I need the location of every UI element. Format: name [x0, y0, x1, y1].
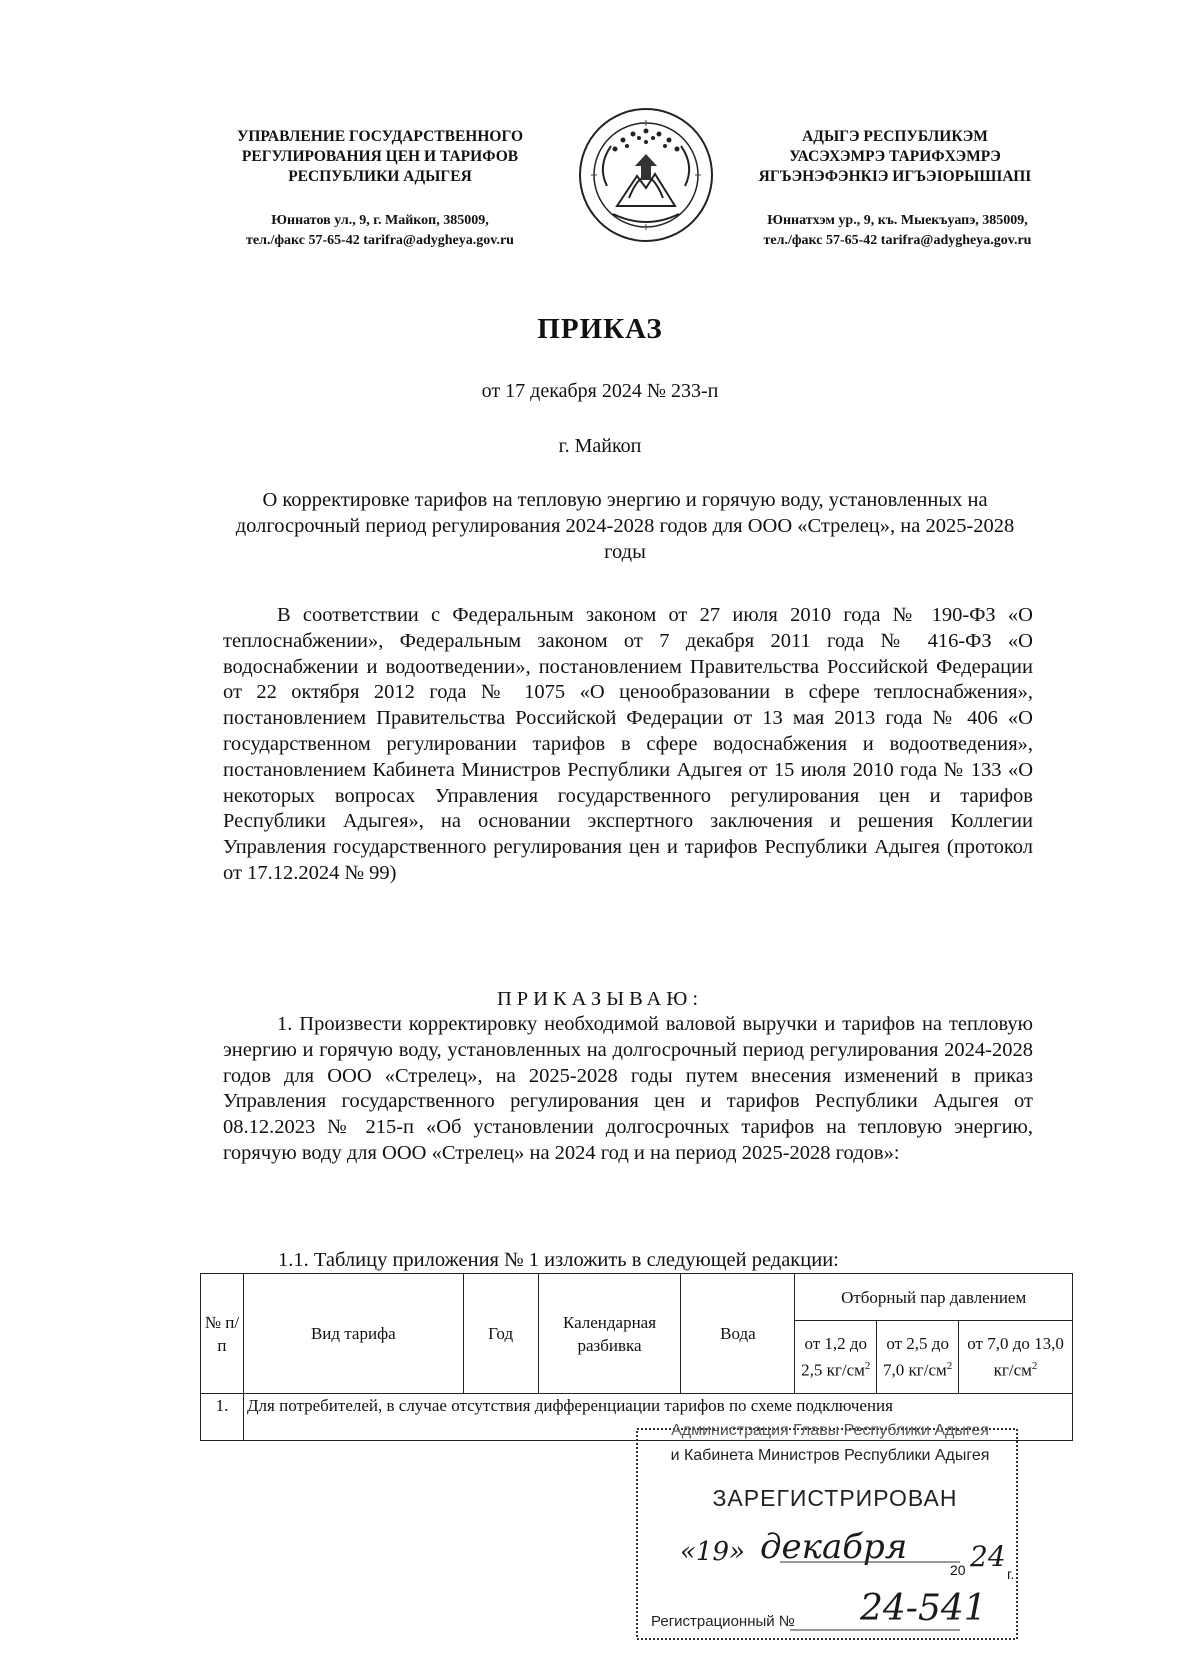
stamp-year-suffix: г. [1007, 1566, 1015, 1582]
adygea-coat-of-arms-icon [577, 106, 715, 244]
decree-heading: ПРИКАЗЫВАЮ: [496, 988, 704, 1010]
stamp-date-underline [780, 1560, 960, 1564]
col-header-year: Год [463, 1274, 538, 1394]
org-name-ru [200, 127, 560, 187]
col-header-water: Вода [681, 1274, 795, 1394]
org-line: РЕГУЛИРОВАНИЯ ЦЕН И ТАРИФОВ [241, 148, 519, 165]
stamp-registered: ЗАРЕГИСТРИРОВАН [712, 1485, 958, 1511]
org-line: РЕСПУБЛИКИ АДЫГЕЯ [288, 168, 472, 185]
col-header-steam-1: от 1,2 до 2,5 $кг/см^2$ [795, 1321, 877, 1394]
address-line: тел./факс 57-65-42 tarifra@adygheya.gov.ru [246, 233, 514, 248]
stamp-year: 24 [970, 1540, 1006, 1573]
order-date-number: от 17 декабря 2024 № 233-п [481, 380, 719, 402]
stamp-year-prefix: 20 [950, 1562, 966, 1578]
row-num: 1. [201, 1394, 244, 1441]
address-ru [200, 211, 560, 251]
legal-basis-paragraph: В соответствии с Федеральным законом от 27 июля 2010 года № 190-ФЗ «О теплоснабжении», Федеральным законом от 7 декабря 2011 года № 416-ФЗ «О водоснабжении и водоотведении», постановлением Правительства Российской Федерации от 22 октября 2012 года № 1075 «О ценообразовании в сфере теплоснабжения», постановлением Правительства Российской Федерации от 13 мая 2013 года № 406 «О государственном регулировании тарифов в сфере водоснабжения и водоотведения», постановлением Кабинета Министров Республики Адыгея от 15 июля 2010 года № 133 «О некоторых вопросах Управления государственного регулирования цен и тарифов Республики Адыгея», на основании экспертного заключения и решения Коллегии Управления государственного регулирования цен и тарифов Республики Адыгея (протокол от 17.12.2024 № 99) [223, 604, 1033, 884]
org-line: УАСЭХЭМРЭ ТАРИФХЭМРЭ [789, 148, 1001, 165]
stamp-regno-underline [790, 1628, 960, 1632]
tariff-table [200, 1273, 1073, 1441]
stamp-regno: 24-541 [860, 1588, 987, 1629]
col-header-calendar: Календарная разбивка [538, 1274, 681, 1394]
col-header-steam-group: Отборный пар давлением [795, 1274, 1073, 1321]
item-1-paragraph: 1. Произвести корректировку необходимой валовой выручки и тарифов на тепловую энергию и горячую воду, установленных на долгосрочный период регулирования 2024-2028 годов для ООО «Стрелец», на 2025-2028 годы путем внесения изменений в приказ Управления государственного регулирования цен и тарифов Республики Адыгея от 08.12.2023 № 215-п «Об установлении долгосрочных тарифов на тепловую энергию, горячую воду для ООО «Стрелец» на 2024 год и на период 2025-2028 годов»: [223, 1013, 1033, 1164]
org-name-ady [720, 127, 1070, 187]
stamp-month: декабря [760, 1527, 908, 1567]
city: г. Майкоп [558, 435, 642, 457]
address-line: тел./факс 57-65-42 tarifra@adygheya.gov.ru [763, 233, 1032, 248]
address-ady [715, 211, 1080, 251]
item-1-1-paragraph: 1.1. Таблицу приложения № 1 изложить в следующей редакции: [278, 1249, 839, 1271]
row-text: Для потребителей, в случае отсутствия дифференциации тарифов по схеме подключения [243, 1394, 1072, 1441]
address-line: Юннатов ул., 9, г. Майкоп, 385009, [271, 213, 489, 228]
stamp-day: «19» [680, 1537, 745, 1567]
stamp-org-line-2: и Кабинета Министров Республики Адыгея [670, 1447, 990, 1464]
table-header-row [201, 1274, 1073, 1321]
document-subject: О корректировке тарифов на тепловую энергию и горячую воду, установленных на долгосрочный период регулирования 2024-2028 годов для ООО «Стрелец», на 2025-2028 годы [235, 489, 1015, 563]
stamp-regno-label: Регистрационный № [651, 1613, 795, 1630]
col-header-steam-3: от 7,0 до 13,0 $кг/см^2$ [959, 1321, 1073, 1394]
org-line: ЯГЪЭНЭФЭНКIЭ ИГЪЭIОРЫШIАПI [758, 168, 1032, 185]
org-line: УПРАВЛЕНИЕ ГОСУДАРСТВЕННОГО [236, 128, 524, 145]
col-header-tariff-type: Вид тарифа [243, 1274, 463, 1394]
col-header-num: № п/п [201, 1274, 244, 1394]
stamp-org-line-1: Администрация Главы Республики Адыгея [671, 1422, 989, 1439]
address-line: Юннатхэм ур., 9, къ. Мыекъуапэ, 385009, [767, 213, 1028, 228]
org-line: АДЫГЭ РЕСПУБЛИКЭМ [802, 128, 988, 145]
col-header-steam-2: от 2,5 до 7,0 $кг/см^2$ [877, 1321, 959, 1394]
document-title: ПРИКАЗ [537, 313, 663, 345]
